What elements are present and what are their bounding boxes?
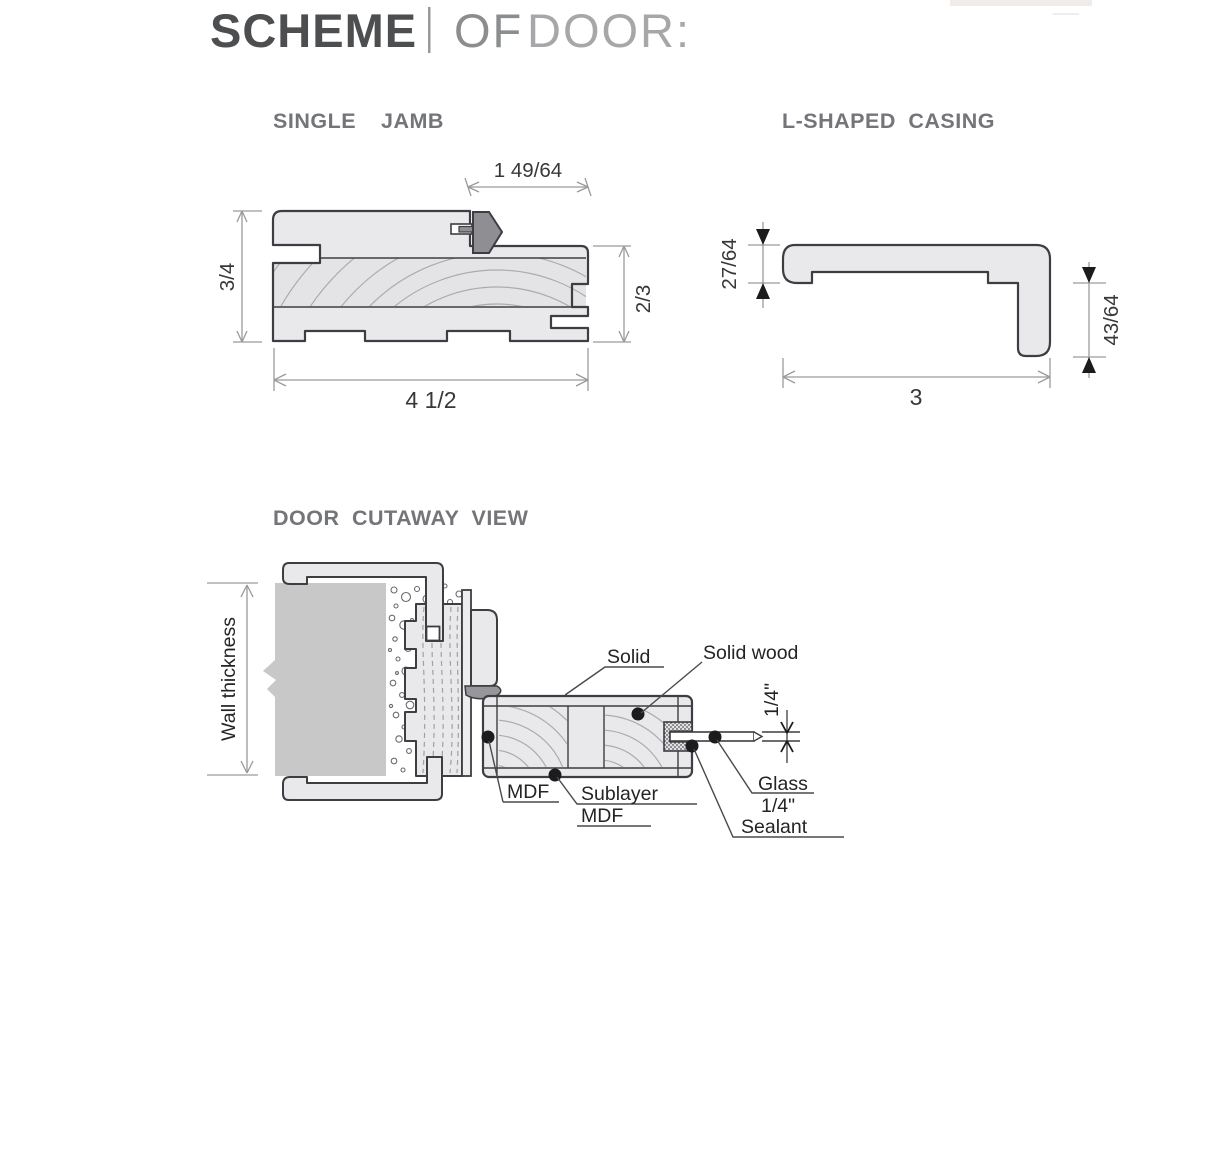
sublayer-label-line1: Sublayer (581, 783, 658, 805)
cutaway-section (207, 506, 844, 915)
casing-leg-value: 43/64 (1100, 294, 1123, 346)
title-secondary-door: DOOR: (527, 4, 692, 57)
jamb-edge-strip (462, 590, 471, 776)
jamb-grain-band (274, 258, 586, 306)
solid-wood-label: Solid wood (703, 642, 799, 664)
cutaway-heading: DOOR CUTAWAY VIEW (273, 506, 529, 530)
top-casing-notch (427, 627, 440, 641)
title-separator (428, 7, 431, 53)
page-title (210, 4, 691, 57)
wall-thickness-label: Wall thickness (218, 617, 240, 741)
title-secondary-of: OF (454, 4, 524, 57)
title-main: SCHEME (210, 4, 418, 57)
solid-label: Solid (607, 646, 651, 668)
wall-section (263, 583, 386, 776)
single-jamb-heading: SINGLE JAMB (273, 109, 444, 133)
dim-right-value: 2/3 (632, 284, 655, 314)
l-casing-heading: L-SHAPED CASING (782, 109, 995, 133)
sealant-label: Sealant (741, 816, 808, 838)
sublayer-label-line2: MDF (581, 805, 624, 827)
cutaway-door-stop (471, 610, 497, 686)
sealant-dot (686, 740, 699, 753)
glass-break-symbol (754, 732, 762, 741)
dim-top-value: 1 49/64 (493, 159, 563, 182)
glass-label-line1: Glass (758, 773, 808, 795)
dim-right-lines (593, 246, 631, 342)
watermark-remnant (950, 0, 1092, 15)
dim-left-value: 3/4 (216, 262, 239, 292)
l-casing-profile (783, 245, 1050, 356)
glass-dot (709, 731, 722, 744)
casing-width-value: 3 (909, 384, 923, 410)
solid-wood-dot (632, 708, 645, 721)
casing-thickness-value: 27/64 (718, 238, 741, 290)
glass-gap-dim-value: 1/4" (761, 682, 783, 718)
l-casing-section (718, 109, 1123, 410)
dim-bottom-lines (274, 348, 588, 391)
weatherstrip-barb (459, 227, 473, 233)
mdf-dot (482, 731, 495, 744)
casing-thickness-dim (748, 222, 780, 308)
dim-bottom-value: 4 1/2 (405, 387, 457, 413)
glass-label-line2: 1/4" (761, 795, 796, 817)
mdf-label: MDF (507, 781, 550, 803)
